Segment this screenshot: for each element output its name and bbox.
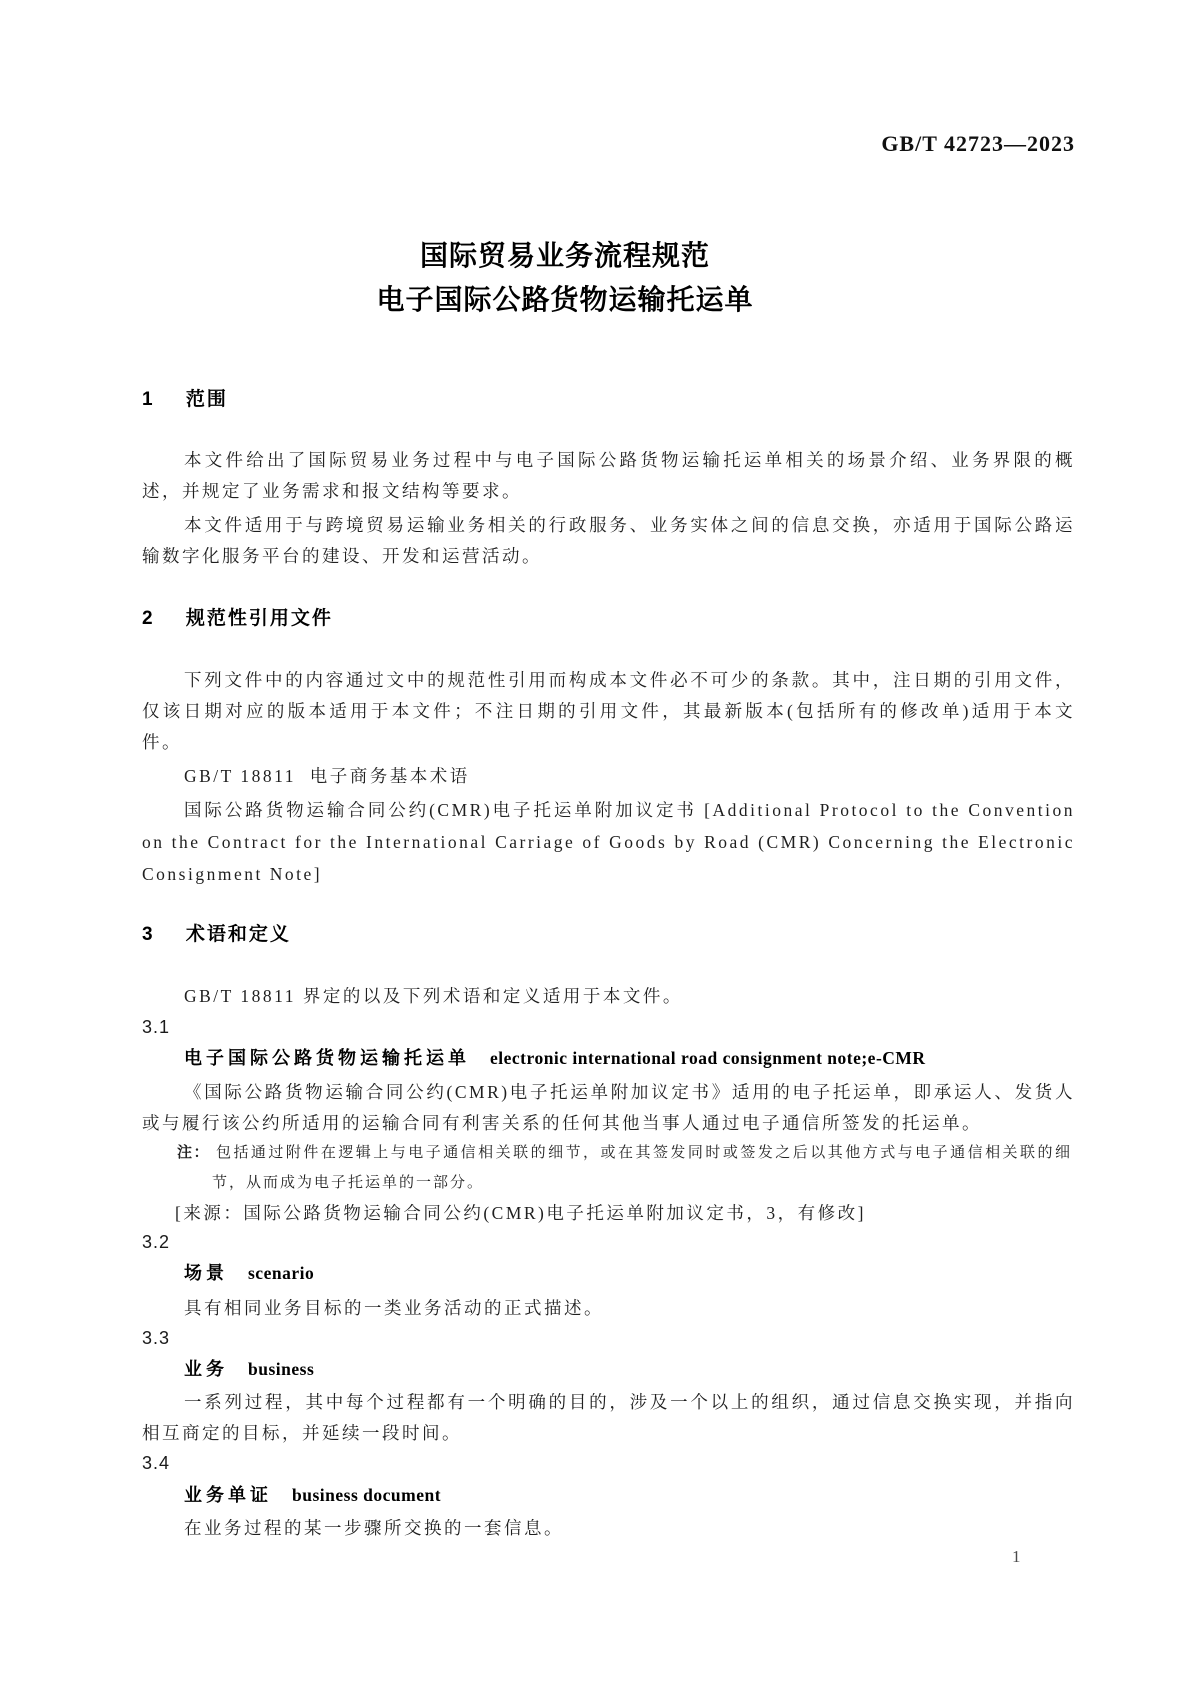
clause-title: 范围 xyxy=(185,389,228,410)
reference-cmr-protocol: 国际公路货物运输合同公约(CMR)电子托运单附加议定书 [Additional Protocol to the Convention on the Contract for the International Carriage of Goods by Road (CMR) Concerning the Electronic Consignment Note] xyxy=(142,800,1075,884)
term-zh: 电子国际公路货物运输托运单 xyxy=(184,1048,470,1068)
heading-scope xyxy=(142,388,1075,412)
term-en: electronic international road consignment note;e-CMR xyxy=(490,1048,926,1068)
clause-number: 3 xyxy=(142,924,155,945)
term-entry-3-1 xyxy=(142,1046,1117,1072)
term-entry-3-4 xyxy=(142,1483,1117,1509)
title-line-1: 国际贸易业务流程规范 xyxy=(419,240,710,271)
term-entry-3-3 xyxy=(142,1357,1117,1383)
note-body: 包括通过附件在逻辑上与电子通信相关联的细节，或在其签发同时或签发之后以其他方式与电子通信相关联的细节，从而成为电子托运单的一部分。 xyxy=(212,1145,1072,1191)
clause-title: 术语和定义 xyxy=(185,924,291,945)
term-definition-3-3: 一系列过程，其中每个过程都有一个明确的目的，涉及一个以上的组织，通过信息交换实现，并指向相互商定的目标，并延续一段时间。 xyxy=(142,1392,1075,1443)
normative-references-paragraph: 下列文件中的内容通过文中的规范性引用而构成本文件必不可少的条款。其中，注日期的引用文件，仅该日期对应的版本适用于本文件；不注日期的引用文件，其最新版本(包括所有的修改单)适用于本文件。 xyxy=(142,670,1075,752)
note-label: 注： xyxy=(177,1144,210,1161)
term-entry-3-2 xyxy=(142,1261,1117,1287)
term-note-3-1 xyxy=(177,1138,1072,1198)
term-number-3-2: 3.2 xyxy=(142,1232,171,1252)
term-en: scenario xyxy=(248,1263,315,1283)
term-source-3-1: [来源：国际公路货物运输合同公约(CMR)电子托运单附加议定书，3，有修改] xyxy=(175,1203,866,1223)
term-en: business xyxy=(248,1359,315,1379)
title-line-2: 电子国际公路货物运输托运单 xyxy=(376,284,754,315)
clause-number: 1 xyxy=(142,389,155,410)
term-en: business document xyxy=(292,1485,442,1505)
scope-paragraph-2: 本文件适用于与跨境贸易运输业务相关的行政服务、业务实体之间的信息交换，亦适用于国际公路运输数字化服务平台的建设、开发和运营活动。 xyxy=(142,515,1075,566)
document-title xyxy=(142,234,988,322)
clause-number: 2 xyxy=(142,608,155,629)
page-number: 1 xyxy=(1012,1547,1021,1566)
heading-normative-references xyxy=(142,607,1075,631)
scope-paragraph-1: 本文件给出了国际贸易业务过程中与电子国际公路货物运输托运单相关的场景介绍、业务界限的概述，并规定了业务需求和报文结构等要求。 xyxy=(142,450,1075,501)
term-definition-3-4: 在业务过程的某一步骤所交换的一套信息。 xyxy=(184,1518,564,1538)
term-zh: 场景 xyxy=(184,1263,228,1283)
term-definition-3-2: 具有相同业务目标的一类业务活动的正式描述。 xyxy=(184,1298,604,1318)
term-number-3-3: 3.3 xyxy=(142,1328,171,1348)
term-zh: 业务单证 xyxy=(184,1485,272,1505)
term-zh: 业务 xyxy=(184,1359,228,1379)
heading-terms-and-definitions xyxy=(142,923,1075,947)
term-number-3-1: 3.1 xyxy=(142,1017,171,1037)
reference-gbt18811: GB/T 18811 电子商务基本术语 xyxy=(184,766,470,786)
doc-number: GB/T 42723—2023 xyxy=(881,131,1075,156)
term-definition-3-1: 《国际公路货物运输合同公约(CMR)电子托运单附加议定书》适用的电子托运单，即承运人、发货人或与履行该公约所适用的运输合同有利害关系的任何其他当事人通过电子通信所签发的托运单。 xyxy=(142,1082,1075,1133)
clause-title: 规范性引用文件 xyxy=(185,608,333,629)
term-number-3-4: 3.4 xyxy=(142,1453,171,1473)
terms-intro: GB/T 18811 界定的以及下列术语和定义适用于本文件。 xyxy=(184,986,683,1006)
